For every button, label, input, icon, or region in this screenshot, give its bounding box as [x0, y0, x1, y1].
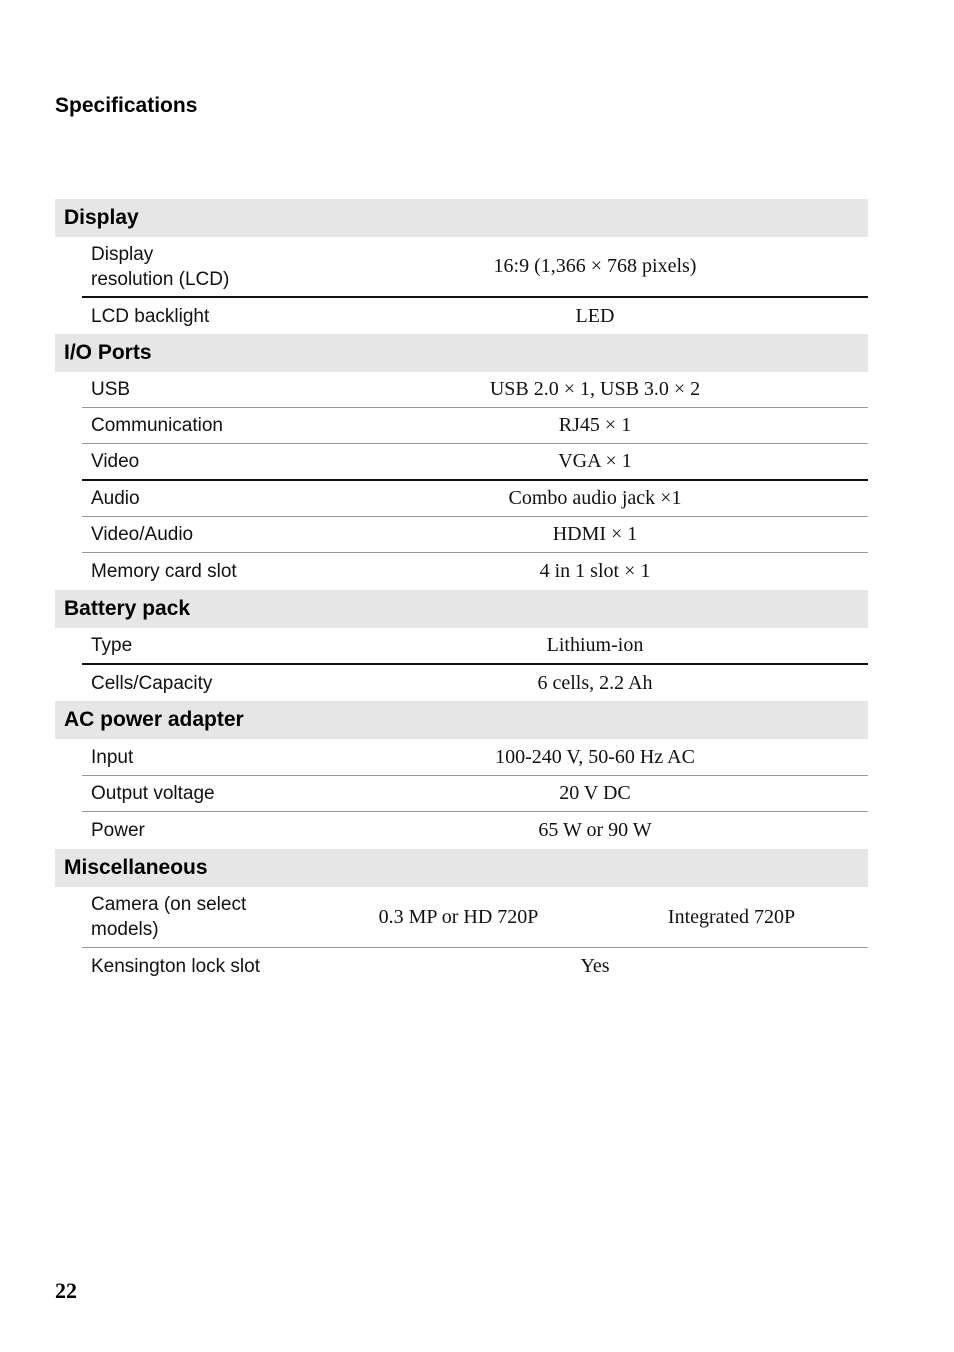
spec-row-video: [82, 444, 868, 481]
spec-label: Input: [91, 746, 134, 768]
spec-row-communication: [82, 408, 868, 444]
spec-row-video-audio: [82, 517, 868, 553]
spec-value-camera-resolution: 0.3 MP or HD 720P: [378, 905, 539, 928]
spec-label: LCD backlight: [91, 305, 210, 327]
spec-value: 20 V DC: [559, 782, 631, 804]
spec-row-usb: [82, 372, 868, 408]
spec-value: 65 W or 90 W: [538, 819, 652, 841]
section-header-io-ports: I/O Ports: [55, 334, 868, 372]
spec-label: [82, 242, 322, 292]
spec-label-line: models): [91, 919, 159, 940]
spec-row-camera: [82, 887, 868, 948]
spec-label: Cells/Capacity: [91, 672, 213, 694]
spec-value: Yes: [580, 954, 610, 977]
spec-row-cells-capacity: [82, 665, 868, 701]
spec-value: 4 in 1 slot × 1: [539, 560, 651, 582]
spec-row-power: [82, 812, 868, 849]
page-title: Specifications: [55, 94, 198, 117]
spec-label: Audio: [91, 488, 140, 509]
spec-row-lcd-backlight: [82, 298, 868, 334]
spec-row-memory-card-slot: [82, 553, 868, 590]
spec-label: USB: [91, 379, 131, 400]
spec-label: Kensington lock slot: [91, 955, 260, 977]
spec-label: Power: [91, 820, 145, 841]
spec-value: Lithium-ion: [546, 634, 644, 656]
spec-value: 16:9 (1,366 × 768 pixels): [493, 255, 697, 277]
spec-row-input: [82, 739, 868, 776]
spec-row-kensington-lock-slot: [82, 948, 868, 984]
spec-row-audio: [82, 481, 868, 517]
spec-label-line: Camera (on select: [91, 894, 247, 915]
section-header-ac-power-adapter: AC power adapter: [55, 701, 868, 739]
spec-value: RJ45 × 1: [558, 414, 632, 436]
spec-value: USB 2.0 × 1, USB 3.0 × 2: [489, 378, 701, 400]
spec-label: Video/Audio: [91, 524, 194, 545]
spec-row-output-voltage: [82, 776, 868, 812]
specifications-table: [55, 199, 868, 984]
spec-label: [82, 892, 322, 942]
spec-value: HDMI × 1: [552, 523, 638, 545]
spec-label-line: resolution (LCD): [91, 268, 230, 290]
section-header-display: Display: [55, 199, 868, 237]
spec-label: Type: [91, 635, 133, 656]
spec-value: VGA × 1: [558, 450, 632, 472]
spec-value: 100-240 V, 50-60 Hz AC: [495, 745, 695, 768]
spec-value: LED: [575, 304, 615, 327]
spec-value-camera-type: Integrated 720P: [667, 905, 796, 928]
spec-label: Communication: [91, 415, 223, 436]
section-header-miscellaneous: Miscellaneous: [55, 849, 868, 887]
spec-label: Memory card slot: [91, 561, 237, 582]
spec-value: 6 cells, 2.2 Ah: [537, 671, 653, 694]
section-header-battery-pack: Battery pack: [55, 590, 868, 628]
spec-row-display-resolution: [82, 237, 868, 298]
spec-row-battery-type: [82, 628, 868, 665]
page-number: 22: [55, 1278, 77, 1303]
spec-label: Output voltage: [91, 783, 215, 804]
spec-label-line: Display: [91, 243, 154, 265]
spec-label: Video: [91, 451, 140, 472]
spec-value: Combo audio jack ×1: [508, 487, 682, 509]
